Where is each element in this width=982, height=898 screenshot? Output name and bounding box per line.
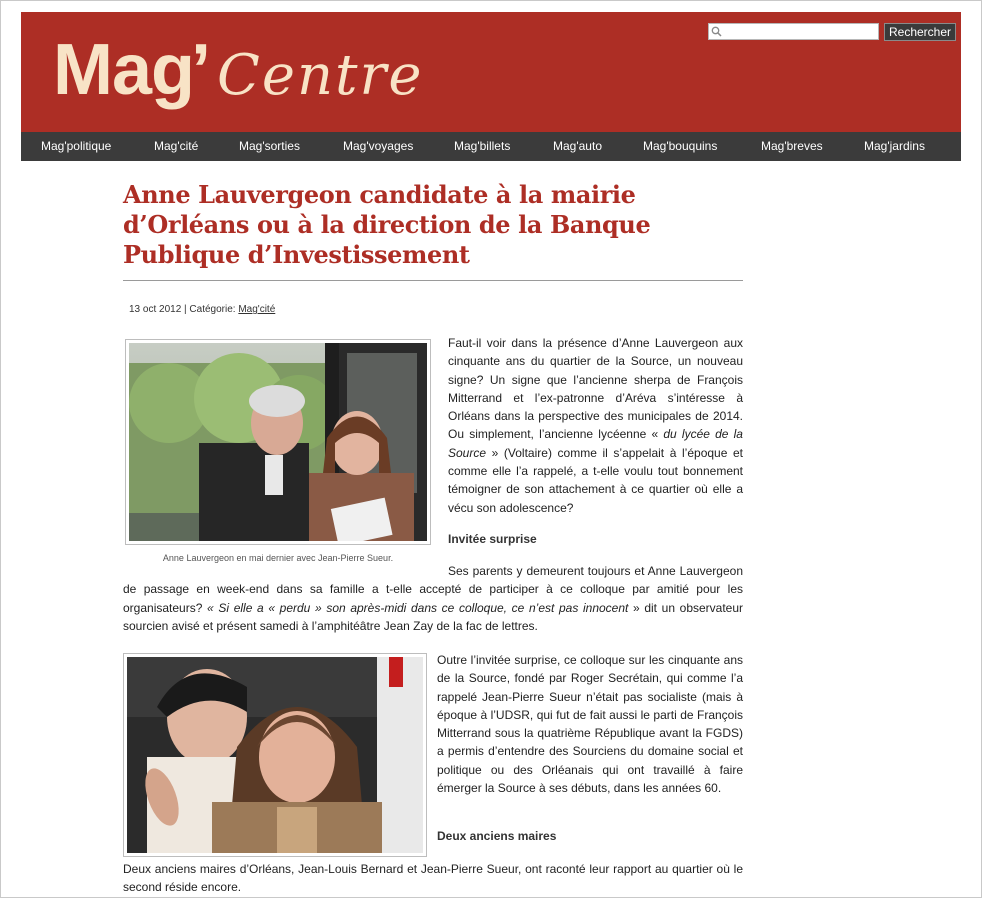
photo-1-caption: Anne Lauvergeon en mai dernier avec Jean-Pierre Sueur. [162, 553, 394, 563]
search-button[interactable]: Rechercher [884, 23, 956, 41]
title-divider [123, 280, 743, 281]
p1-emphasis: du lycée de la Source [448, 427, 743, 460]
nav-item-politique[interactable]: Mag'politique [41, 139, 112, 153]
meta-separator: | Catégorie: [181, 304, 239, 315]
p1-text-b: » (Voltaire) comme il s’appelait à l’époque et comme elle l’a rappelé, a t-elle voulu tout bonnement témoigner de son attachement à ce quartier où elle a vécu son adolescence? [448, 445, 743, 515]
nav-item-sorties[interactable]: Mag'sorties [239, 139, 300, 153]
p2-emphasis: « Si elle a « perdu » son après-midi dans ce colloque, ce n’est pas innocent [207, 600, 629, 615]
search-icon [711, 26, 722, 37]
article-photo-1 [125, 339, 431, 545]
nav-item-jardins[interactable]: Mag'jardins [864, 139, 925, 153]
subhead-invitee-surprise: Invitée surprise [448, 532, 537, 546]
nav-item-breves[interactable]: Mag'breves [761, 139, 823, 153]
article-paragraph-4: Deux anciens maires d’Orléans, Jean-Louis Bernard et Jean-Pierre Sueur, ont raconté leur rapport au quartier où le second réside encore. [123, 862, 743, 895]
article-paragraph-1 [448, 334, 743, 517]
p2-text-b: » dit un observateur sourcien avisé et présent samedi à l’amphitéâtre Jean Zay de la fac de lettres. [123, 600, 744, 633]
article-paragraph-2 [123, 562, 743, 635]
article-photo-2 [123, 653, 427, 857]
p1-text-a: Faut-il voir dans la présence d’Anne Lauvergeon aux cinquante ans du quartier de la Source, un nouveau signe? Un signe que l’ancienne sherpa de François Mitterrand et l’ex-patronne d’Aréva s’intéresse à Orléans dans la perspective des municipales de 2014. Ou simplement, l’ancienne lycéenne « [448, 336, 743, 442]
nav-item-cite[interactable]: Mag'cité [154, 139, 199, 153]
article-title: Anne Lauvergeon candidate à la mairie d’Orléans ou à la direction de la Banque Publique d’Investissement [123, 180, 651, 269]
subhead-deux-anciens-maires: Deux anciens maires [437, 829, 557, 843]
main-nav [21, 132, 961, 161]
photo-2-image [127, 657, 423, 853]
nav-item-billets[interactable]: Mag'billets [454, 139, 511, 153]
article-date: 13 oct 2012 [129, 304, 182, 315]
nav-item-bouquins[interactable]: Mag'bouquins [643, 139, 718, 153]
category-link[interactable]: Mag'cité [238, 304, 276, 315]
article-paragraph-3: Outre l’invitée surprise, ce colloque sur les cinquante ans de la Source, fondé par Roger Secrétain, qui comme l’a rappelé Jean-Pierre Sueur n’était pas socialiste (mais à époque à l’UDSR, qui fut de fait aussi le parti de François Mitterrand sous la quatrième République avant la FGDS) a permis d’entendre des Sourciens du domaine social et politique ou des Orléanais qui ont travaillé à faire émerger la Source à ses débuts, dans les années 60. [437, 653, 743, 796]
p2-text-a: Ses parents y demeurent toujours et Anne Lauvergeon de passage en week-end dans sa famille a t-elle accepté de participer à ce colloque par amitié pour les organisateurs? [123, 564, 743, 615]
site-logo-apostrophe: ’ [191, 30, 212, 110]
nav-item-voyages[interactable]: Mag'voyages [343, 139, 414, 153]
site-logo-mag[interactable]: Mag [53, 30, 194, 110]
photo-1-image [129, 343, 427, 541]
article-meta [129, 304, 275, 315]
nav-item-auto[interactable]: Mag'auto [553, 139, 602, 153]
site-logo-centre[interactable]: Centre [217, 43, 424, 108]
search-input[interactable] [708, 23, 879, 40]
site-header [21, 12, 961, 132]
